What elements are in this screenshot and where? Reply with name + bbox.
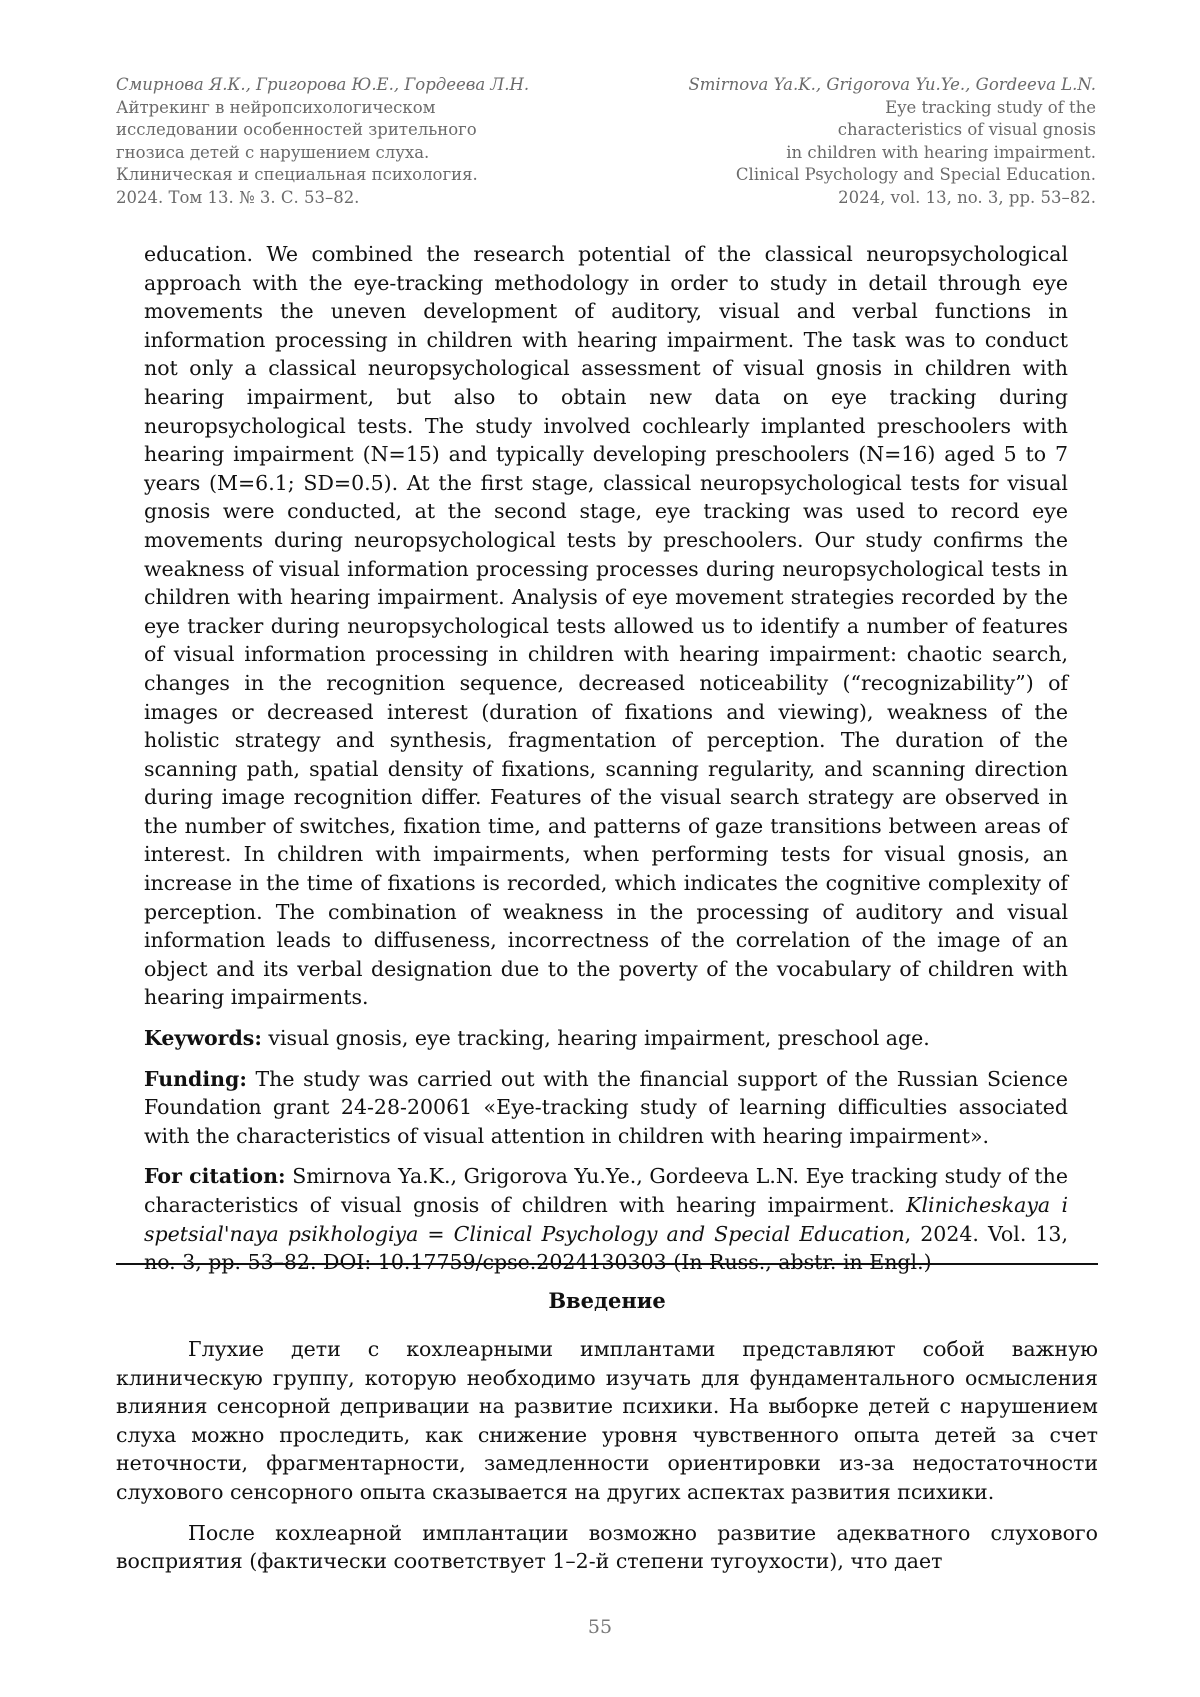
header-issue-ru: 2024. Том 13. № 3. С. 53–82. bbox=[116, 187, 360, 207]
header-russian bbox=[116, 74, 596, 209]
page-number: 55 bbox=[587, 1616, 613, 1638]
header-title-ru-line-3: гнозиса детей с нарушением слуха. bbox=[116, 142, 430, 162]
header-title-ru-line-1: Айтрекинг в нейропсихологическом bbox=[116, 97, 436, 117]
intro-paragraph-2: После кохлеарной имплантации возможно развитие адекватного слухового восприятия (фактически соответствует 1–2-й степени тугоухости), что дает bbox=[116, 1520, 1098, 1574]
header-journal-en: Clinical Psychology and Special Education. bbox=[735, 165, 1096, 184]
funding-label: Funding: bbox=[144, 1066, 247, 1091]
header-title-en-line-1: Eye tracking study of the bbox=[885, 97, 1096, 117]
citation-text-before: Smirnova Ya.K., Grigorova Yu.Ye., Gordeeva L.N. Eye tracking study of the characteristics of visual gnosis of children with hearing impairment. bbox=[144, 1164, 1069, 1217]
citation bbox=[144, 1162, 1068, 1276]
abstract-text: education. We combined the research potential of the classical neuropsychological approach with the eye-tracking methodology in order to study in detail through eye movements the uneven development of auditory, visual and verbal functions in information processing in children with hearing impairment. The task was to conduct not only a classical neuropsychological assessment of visual gnosis in children with hearing impairment, but also to obtain new data on eye tracking during neuropsychological tests. The study involved cochlearly implanted preschoolers with hearing impairment (N=15) and typically developing preschoolers (N=16) aged 5 to 7 years (M=6.1; SD=0.5). At the first stage, classical neuropsychological tests for visual gnosis were conducted, at the second stage, eye tracking was used to record eye movements during neuropsychological tests by preschoolers. Our study confirms the weakness of visual information processing processes during neuropsychological tests in children with hearing impairment. Analysis of eye movement strategies recorded by the eye tracker during neuropsychological tests allowed us to identify a number of features of visual information processing in children with hearing impairment: chaotic search, changes in the recognition sequence, decreased noticeability (“recognizability”) of images or decreased interest (duration of fixations and viewing), weakness of the holistic strategy and synthesis, fragmentation of perception. The duration of the scanning path, spatial density of fixations, scanning regularity, and scanning direction during image recognition differ. Features of the visual search strategy are observed in the number of switches, fixation time, and patterns of gaze transitions between areas of interest. In children with impairments, when performing tests for visual gnosis, an increase in the time of fixations is recorded, which indicates the cognitive complexity of perception. The combination of weakness in the processing of auditory and visual information leads to diffuseness, incorrectness of the correlation of the image of an object and its verbal designation due to the poverty of the vocabulary of children with hearing impairments. bbox=[144, 242, 1068, 1010]
header-authors-ru: Смирнова Я.К., Григорова Ю.Е., Гордеева Л.Н. bbox=[116, 75, 530, 94]
header-title-en-line-3: in children with hearing impairment. bbox=[786, 142, 1096, 162]
keywords-text: visual gnosis, eye tracking, hearing impairment, preschool age. bbox=[261, 1026, 930, 1051]
running-header bbox=[116, 74, 1096, 214]
section-divider bbox=[116, 1263, 1098, 1265]
keywords bbox=[144, 1024, 1068, 1053]
abstract-block bbox=[144, 240, 1068, 1289]
introduction-section bbox=[116, 1287, 1098, 1588]
header-journal-ru: Клиническая и специальная психология. bbox=[116, 165, 478, 184]
intro-paragraph-1: Глухие дети с кохлеарными имплантами представляют собой важную клиническую группу, которую необходимо изучать для фундаментального осмысления влияния сенсорной депривации на развитие психики. На выборке детей с нарушением слуха можно проследить, как снижение уровня чувственного опыта детей за счет неточности, фрагментарности, замедленности ориентировки из-за недостаточности слухового сенсорного опыта сказывается на других аспектах развития психики. bbox=[116, 1337, 1098, 1504]
citation-journal: Klinicheskaya i spetsial'naya psikhologiya = Clinical Psychology and Special Education bbox=[144, 1193, 1069, 1246]
header-issue-en: 2024, vol. 13, no. 3, pp. 53–82. bbox=[838, 187, 1096, 207]
header-title-ru-line-2: исследовании особенностей зрительного bbox=[116, 120, 477, 139]
funding-text: The study was carried out with the financial support of the Russian Science Foundation grant 24-28-20061 «Eye-tracking study of learning difficulties associated with the characteristics of visual attention in children with hearing impairment». bbox=[144, 1066, 1068, 1148]
header-english bbox=[616, 74, 1096, 209]
header-authors-en: Smirnova Ya.K., Grigorova Yu.Ye., Gordeeva L.N. bbox=[688, 75, 1096, 94]
citation-text-after: , 2024. Vol. 13, no. 3, pp. 53–82. DOI: 10.17759/cpse.2024130303 (In Russ., abstr. in Engl.) bbox=[144, 1221, 1068, 1275]
keywords-label: Keywords: bbox=[144, 1026, 262, 1051]
section-heading: Введение bbox=[548, 1288, 666, 1313]
funding bbox=[144, 1065, 1068, 1151]
header-title-en-line-2: characteristics of visual gnosis bbox=[837, 120, 1096, 139]
citation-label: For citation: bbox=[144, 1164, 286, 1189]
